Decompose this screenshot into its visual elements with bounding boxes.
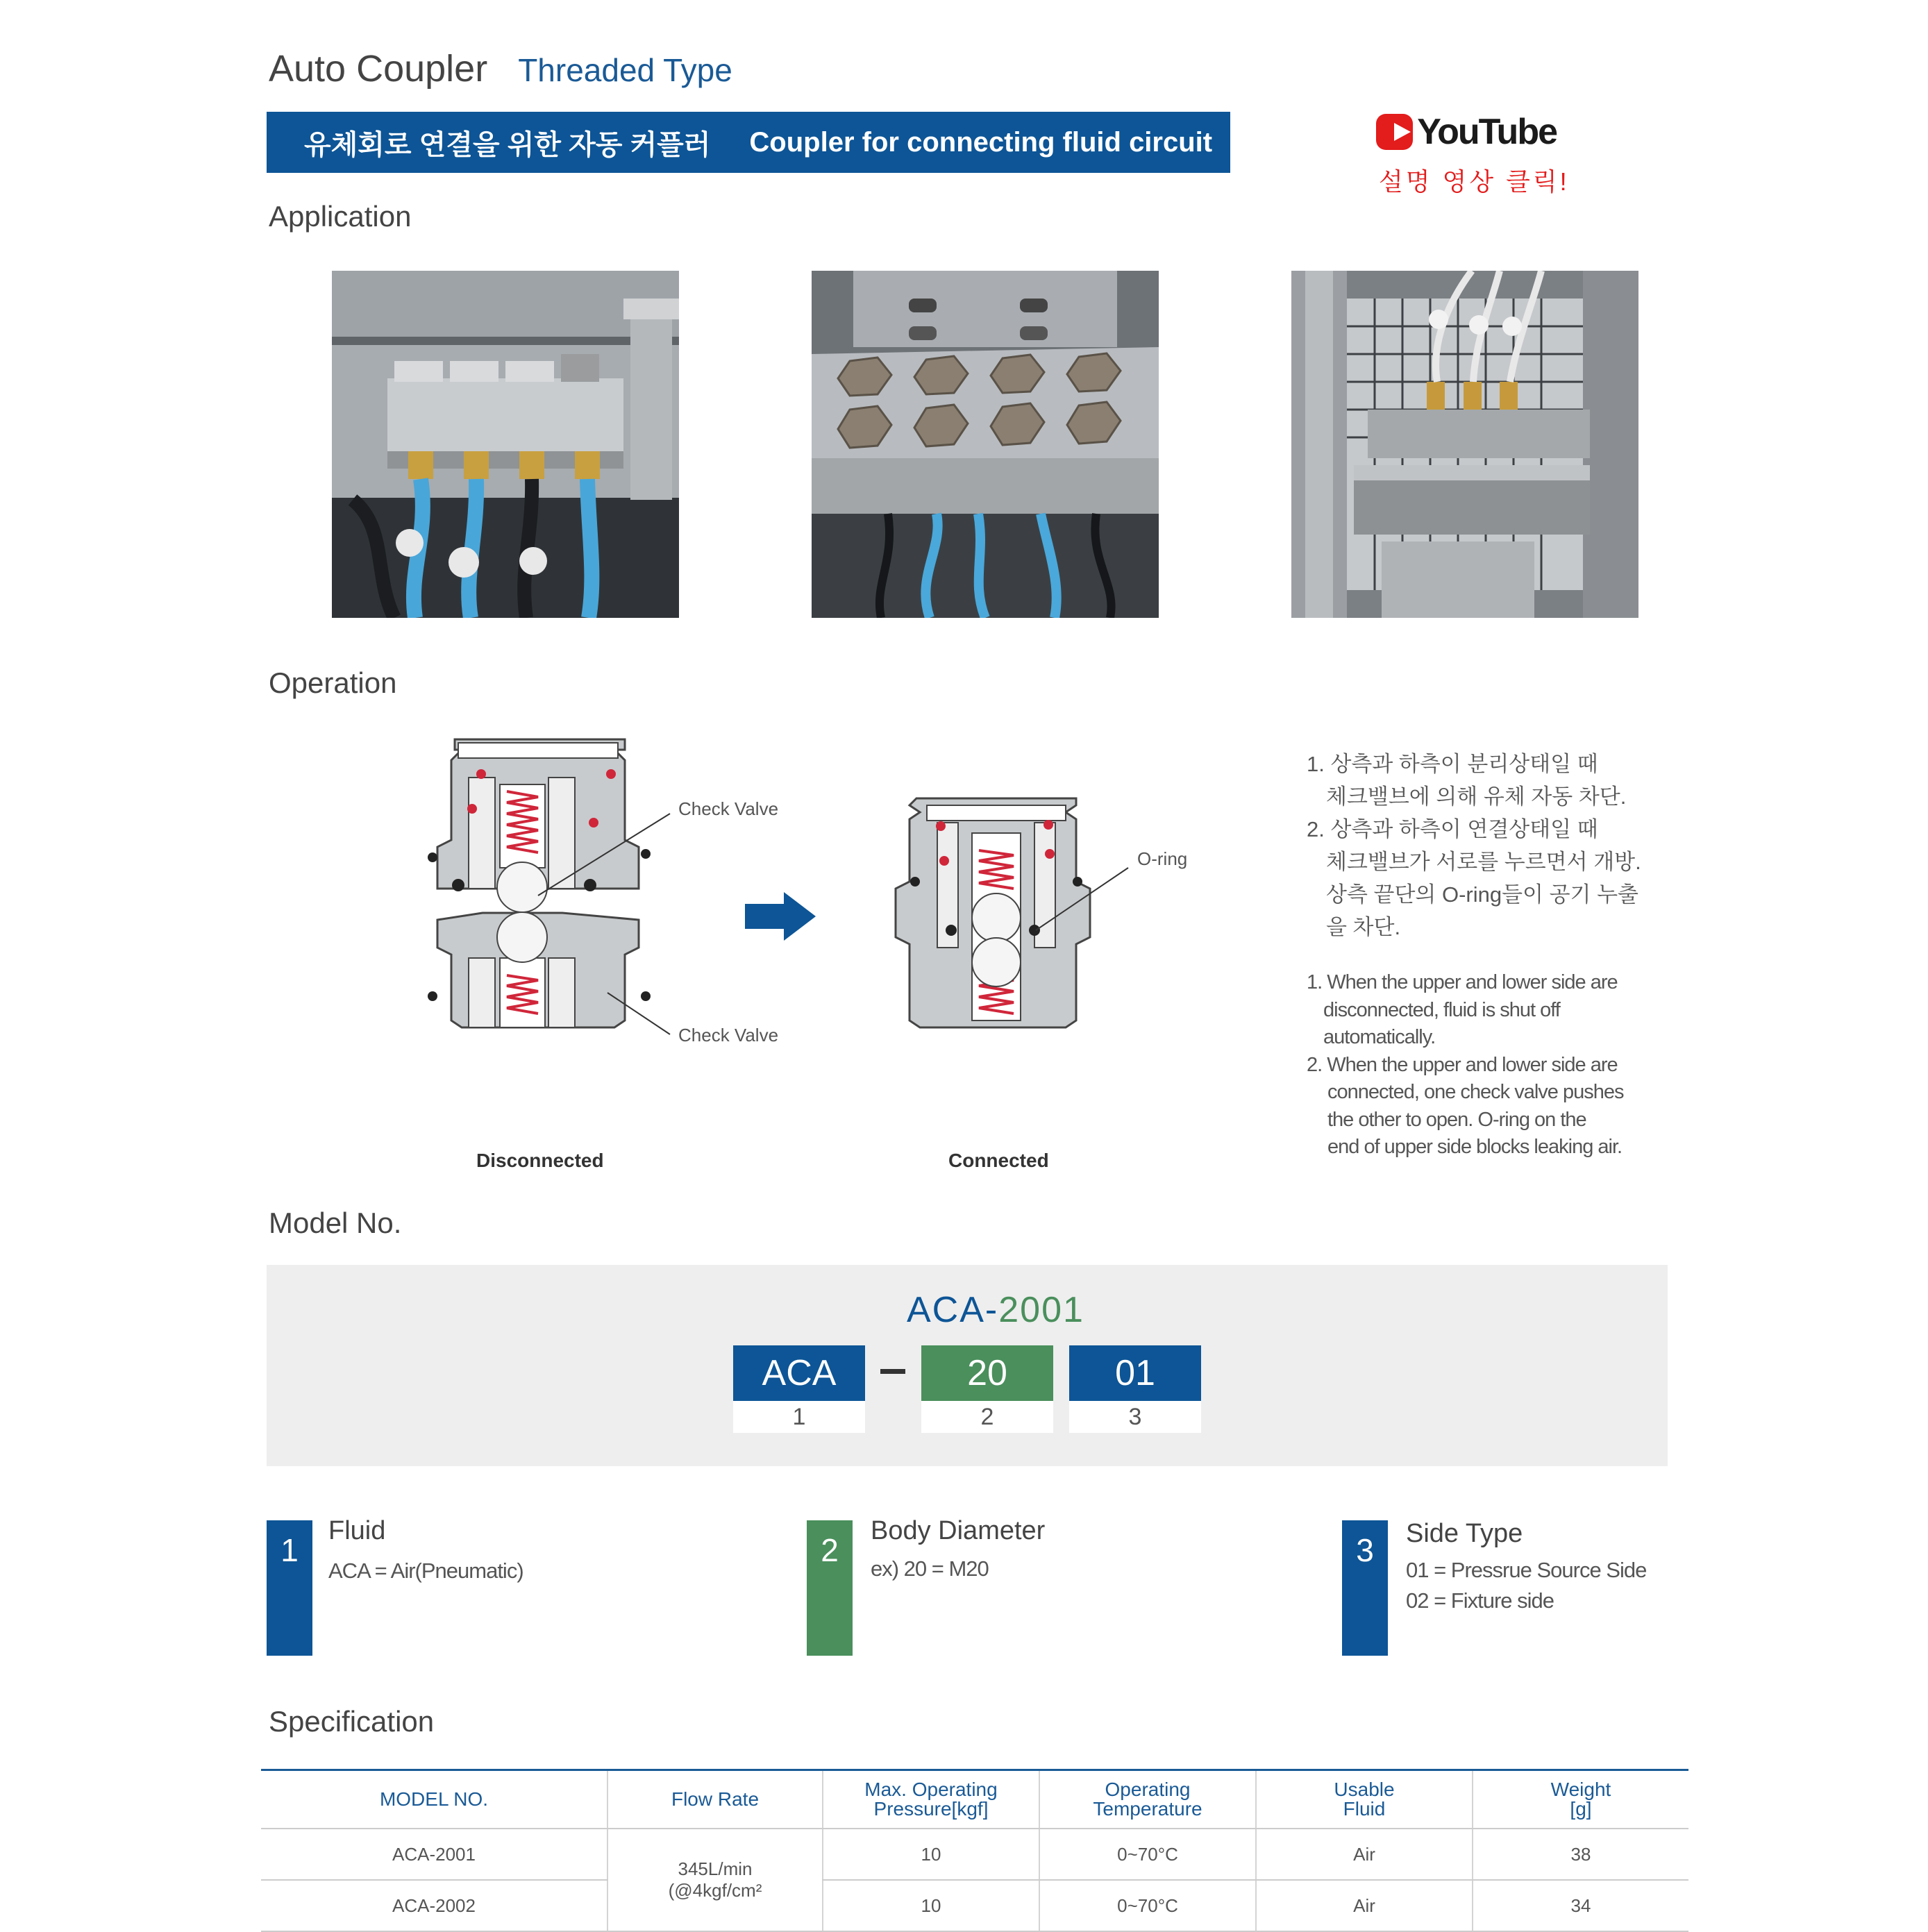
cell-flow-rate: 345L/min (@4kgf/cm²: [607, 1829, 823, 1931]
check-valve-label-bottom: Check Valve: [678, 1025, 779, 1045]
cell-model: ACA-2002: [261, 1880, 607, 1931]
cell-temperature: 0~70°C: [1039, 1880, 1256, 1931]
param-number-3: 3: [1342, 1520, 1388, 1656]
segment-number: 3: [1069, 1401, 1201, 1433]
description-banner: [267, 112, 1230, 173]
cell-fluid: Air: [1256, 1880, 1473, 1931]
header-weight: Weight [g]: [1473, 1770, 1688, 1829]
segment-code: 20: [921, 1345, 1053, 1401]
model-segment-3: [1069, 1345, 1201, 1433]
en-line: 2. When the upper and lower side are: [1307, 1053, 1618, 1076]
header-flow-rate: Flow Rate: [607, 1770, 823, 1829]
table-row: [261, 1829, 1688, 1880]
segment-number: 1: [733, 1401, 865, 1433]
header-max-pressure: Max. Operating Pressure[kgf]: [823, 1770, 1039, 1829]
header-operating-temperature: Operating Temperature: [1039, 1770, 1256, 1829]
header-usable-fluid: Usable Fluid: [1256, 1770, 1473, 1829]
param-number-2: 2: [807, 1520, 853, 1656]
model-heading: Model No.: [269, 1207, 402, 1239]
ko-line: 체크밸브에 의해 유체 자동 차단.: [1326, 784, 1627, 809]
cell-pressure: 10: [823, 1880, 1039, 1931]
spec-header-row: [261, 1770, 1688, 1829]
disconnected-caption: Disconnected: [476, 1150, 604, 1171]
model-segment-2: [921, 1345, 1053, 1433]
model-name-prefix: ACA-: [907, 1290, 999, 1330]
param-title-side-type: Side Type: [1406, 1519, 1523, 1548]
param-number-1: 1: [267, 1520, 312, 1656]
application-photo-2: [812, 271, 1159, 618]
segment-code: ACA: [733, 1345, 865, 1401]
ko-line: 1. 상측과 하측이 분리상태일 때: [1307, 752, 1598, 776]
operation-diagram: [417, 736, 1250, 1152]
arrow-icon: [745, 892, 816, 941]
title-main: Auto Coupler: [269, 48, 488, 90]
segment-number: 2: [921, 1401, 1053, 1433]
operation-description-english: [1307, 969, 1623, 1161]
param-title-fluid: Fluid: [328, 1516, 386, 1545]
o-ring-label: O-ring: [1137, 848, 1188, 869]
cell-fluid: Air: [1256, 1829, 1473, 1880]
en-line: disconnected, fluid is shut off: [1323, 998, 1560, 1021]
ko-line: 상측 끝단의 O-ring들이 공기 누출: [1326, 882, 1638, 907]
param-desc-body-diameter: ex) 20 = M20: [871, 1556, 989, 1581]
application-heading: Application: [269, 200, 412, 233]
specification-heading: Specification: [269, 1705, 435, 1738]
cell-model: ACA-2001: [261, 1829, 607, 1880]
en-line: 1. When the upper and lower side are: [1307, 971, 1618, 993]
cell-temperature: 0~70°C: [1039, 1829, 1256, 1880]
ko-line: 체크밸브가 서로를 누르면서 개방.: [1326, 850, 1641, 874]
youtube-link[interactable]: [1376, 111, 1570, 198]
cell-weight: 34: [1473, 1880, 1688, 1931]
youtube-wordmark[interactable]: YouTube: [1417, 112, 1557, 152]
table-row: [261, 1880, 1688, 1931]
model-name: [907, 1289, 1084, 1331]
header-model-no: MODEL NO.: [261, 1770, 607, 1829]
en-line: the other to open. O-ring on the: [1327, 1108, 1586, 1131]
coupler-upper-part: [428, 739, 651, 912]
youtube-caption[interactable]: 설명 영상 클릭!: [1379, 167, 1570, 196]
title-subtitle: Threaded Type: [518, 52, 732, 88]
param-desc-side-type-01: 01 = Pressrue Source Side: [1406, 1558, 1647, 1582]
en-line: automatically.: [1323, 1026, 1436, 1048]
youtube-logo[interactable]: [1376, 111, 1557, 153]
en-line: connected, one check valve pushes: [1327, 1081, 1624, 1103]
youtube-play-icon[interactable]: [1376, 114, 1413, 150]
banner-english: Coupler for connecting fluid circuit: [749, 126, 1213, 158]
param-desc-side-type-02: 02 = Fixture side: [1406, 1588, 1554, 1613]
param-desc-fluid: ACA = Air(Pneumatic): [328, 1559, 523, 1583]
application-photo-1: [332, 271, 679, 618]
application-photo-3: [1291, 271, 1638, 618]
page-title: [269, 47, 732, 90]
ko-line: 2. 상측과 하측이 연결상태일 때: [1307, 817, 1598, 841]
cell-pressure: 10: [823, 1829, 1039, 1880]
model-segment-1: [733, 1345, 865, 1433]
model-name-number: 2001: [998, 1290, 1084, 1330]
segment-separator: [880, 1369, 905, 1374]
coupler-lower-part: [428, 912, 651, 1027]
operation-heading: Operation: [269, 666, 397, 699]
segment-code: 01: [1069, 1345, 1201, 1401]
ko-line: 을 차단.: [1326, 915, 1401, 939]
operation-description-korean: [1307, 748, 1641, 943]
param-title-body-diameter: Body Diameter: [871, 1516, 1046, 1545]
spec-table: [261, 1769, 1688, 1932]
connected-caption: Connected: [948, 1150, 1049, 1171]
en-line: end of upper side blocks leaking air.: [1327, 1136, 1623, 1158]
check-valve-label-top: Check Valve: [678, 798, 779, 819]
banner-korean: 유체회로 연결을 위한 자동 커플러: [304, 129, 711, 160]
cell-weight: 38: [1473, 1829, 1688, 1880]
